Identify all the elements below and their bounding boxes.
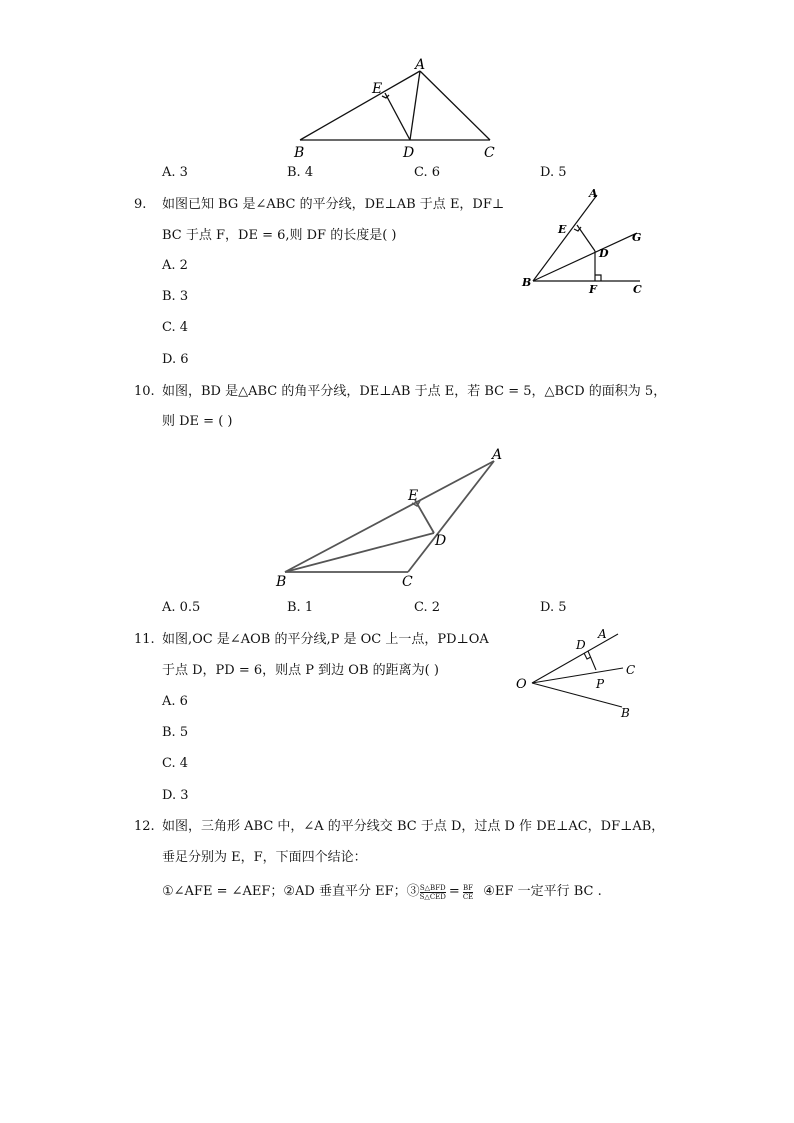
q10-number: 10. [134,384,155,399]
q12-fraction-area-top: S△BFD [419,883,446,892]
q9-text-line2: BC 于点 F，DE = 6,则 DF 的长度是( ) [162,228,397,243]
q9-figure [515,185,655,300]
q9-label-C: C [633,283,642,296]
q9-number: 9. [134,197,147,212]
q12-conclusion-4: ④EF 一定平行 BC . [483,884,602,899]
q10-label-D: D [435,533,447,549]
q8-option-a: A. 3 [162,165,188,180]
q9-option-c: C. 4 [162,320,189,335]
q10-option-c: C. 2 [414,600,441,615]
q11-label-O: O [516,677,527,692]
q8-option-b: B. 4 [287,165,314,180]
q8-label-D: D [403,145,415,161]
q9-label-F: F [589,283,597,296]
q11-number: 11. [134,632,155,647]
q10-label-E: E [408,488,419,504]
q8-option-c: C. 6 [414,165,441,180]
q8-label-C: C [484,145,495,161]
q12-fraction-length-bottom: CE [462,892,474,901]
q12-text-line1: 如图，三角形 ABC 中，∠A 的平分线交 BC 于点 D，过点 D 作 DE⊥AC，DF⊥AB， [162,819,665,834]
q12-fraction-length [463,884,473,901]
q9-label-G: G [632,231,642,244]
q10-text-line1: 如图，BD 是△ABC 的角平分线，DE⊥AB 于点 E，若 BC = 5，△BCD 的面积为 5， [162,384,667,399]
q9-option-d: D. 6 [162,352,189,367]
q12-fraction-length-top: BF [463,883,474,892]
q12-number: 12. [134,819,155,834]
q11-label-P: P [596,677,605,691]
q11-label-D: D [576,638,586,652]
q11-label-A: A [598,627,607,641]
q12-conclusions [162,879,602,905]
q10-option-a: A. 0.5 [162,600,201,615]
q8-label-B: B [294,145,305,161]
q8-label-E: E [372,81,383,97]
q12-equals: = [448,884,460,899]
q10-label-B: B [276,574,287,590]
q11-option-b: B. 5 [162,725,189,740]
q11-option-a: A. 6 [162,694,188,709]
q8-option-d: D. 5 [540,165,567,180]
q10-option-d: D. 5 [540,600,567,615]
q11-option-d: D. 3 [162,788,189,803]
q10-label-A: A [492,447,503,463]
q8-label-A: A [415,57,426,73]
q9-label-B: B [522,276,532,289]
q9-label-D: D [599,247,609,260]
q9-label-E: E [558,223,567,236]
q9-label-A: A [589,187,598,200]
q12-fraction-area-bottom: S△CED [419,892,446,901]
q10-option-b: B. 1 [287,600,314,615]
q10-label-C: C [402,574,413,590]
q8-figure [290,55,510,165]
q11-label-B: B [621,706,630,720]
q12-conclusion-1-3: ①∠AFE = ∠AEF；②AD 垂直平分 EF；③ [162,884,420,899]
q10-text-line2: 则 DE = ( ) [162,414,233,429]
q11-figure [512,622,652,722]
q9-text-line1: 如图已知 BG 是∠ABC 的平分线，DE⊥AB 于点 E，DF⊥ [162,197,505,212]
q9-option-b: B. 3 [162,289,189,304]
q11-label-C: C [626,663,636,677]
q12-fraction-area [420,884,446,901]
q11-text-line2: 于点 D，PD = 6，则点 P 到边 OB 的距离为( ) [162,663,439,678]
q9-option-a: A. 2 [162,258,188,273]
q10-figure [272,443,512,593]
q11-text-line1: 如图,OC 是∠AOB 的平分线,P 是 OC 上一点，PD⊥OA [162,632,489,647]
q11-option-c: C. 4 [162,756,189,771]
q12-text-line2: 垂足分别为 E，F，下面四个结论： [162,850,367,865]
